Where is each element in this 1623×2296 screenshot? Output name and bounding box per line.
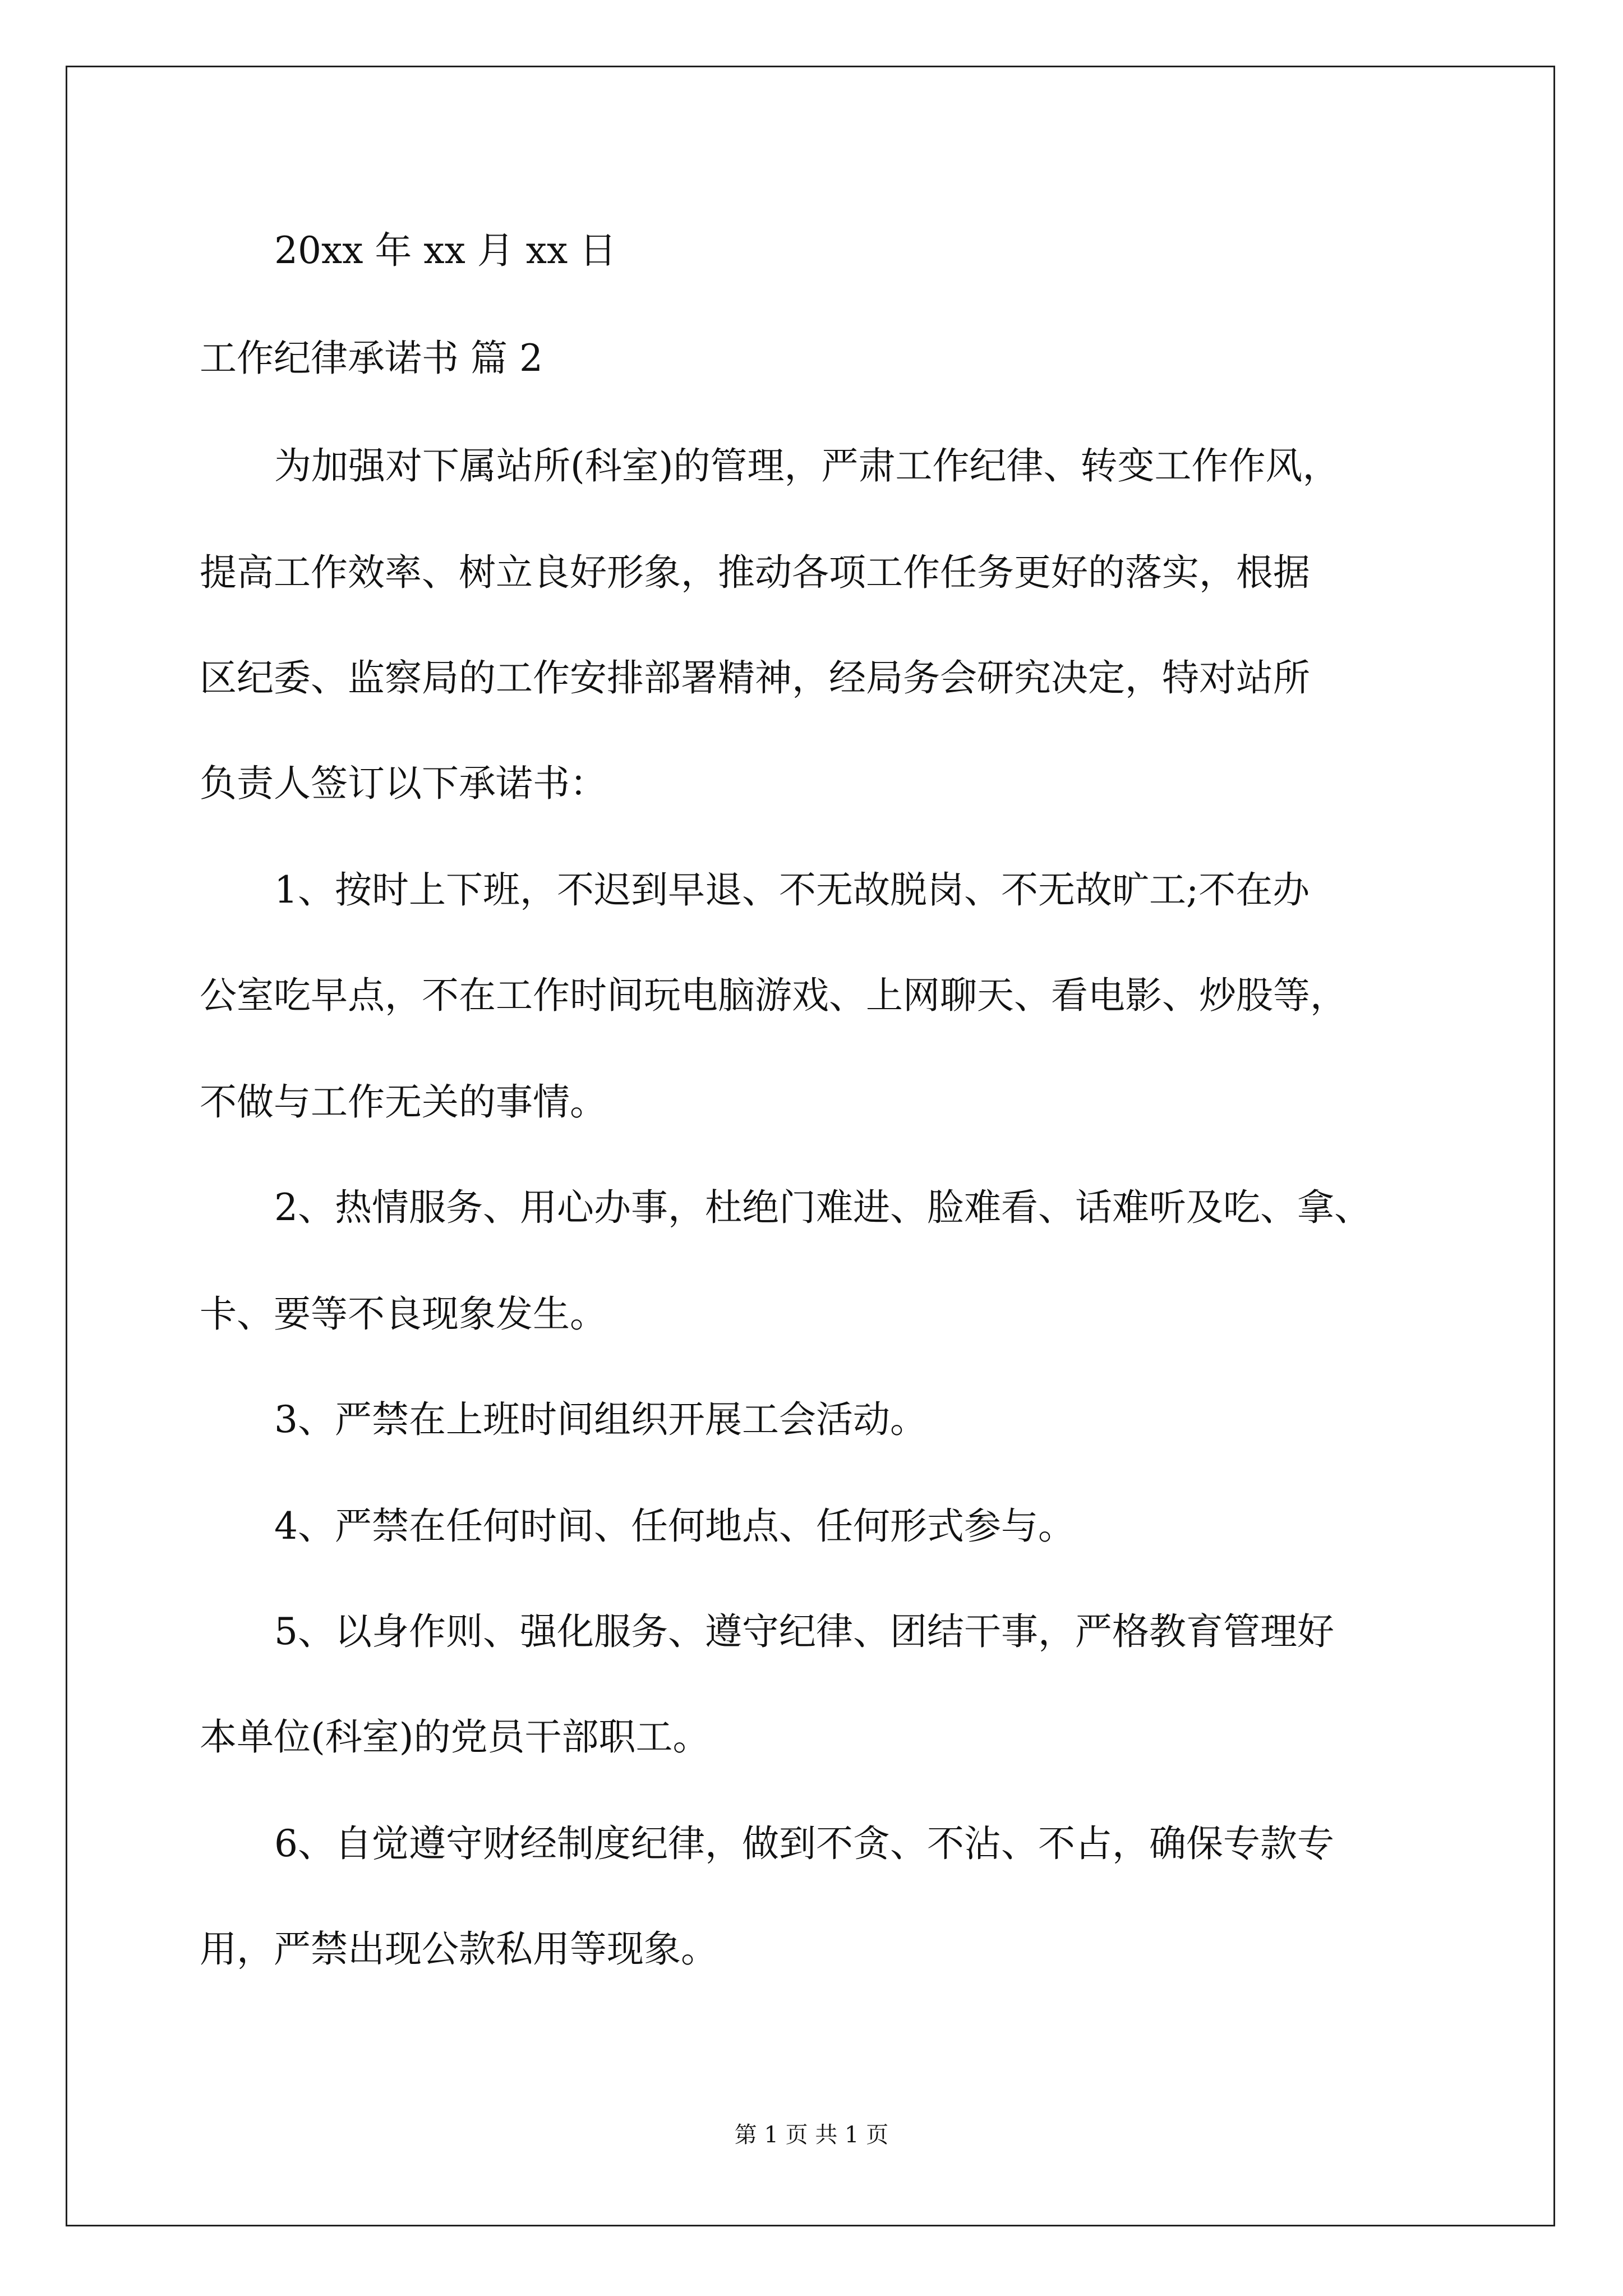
item-3-line-1: 3、严禁在上班时间组织开展工会活动。	[274, 1398, 927, 1441]
intro-line-2: 提高工作效率、树立良好形象，推动各项工作任务更好的落实，根据	[200, 551, 1310, 594]
item-5-line-2: 本单位(科室)的党员干部职工。	[200, 1715, 710, 1759]
item-2-line-1: 2、热情服务、用心办事，杜绝门难进、脸难看、话难听及吃、拿、	[274, 1186, 1371, 1229]
item-6-line-1: 6、自觉遵守财经制度纪律，做到不贪、不沾、不占，确保专款专	[274, 1822, 1334, 1865]
section-title: 工作纪律承诺书 篇 2	[200, 337, 543, 380]
intro-line-3: 区纪委、监察局的工作安排部署精神，经局务会研究决定，特对站所	[200, 656, 1310, 700]
item-1-line-1: 1、按时上下班，不迟到早退、不无故脱岗、不无故旷工;不在办	[274, 868, 1310, 912]
intro-line-4: 负责人签订以下承诺书：	[200, 762, 607, 805]
page-footer: 第 1 页 共 1 页	[734, 2122, 889, 2148]
item-2-line-2: 卡、要等不良现象发生。	[200, 1292, 607, 1336]
intro-line-1: 为加强对下属站所(科室)的管理，严肃工作纪律、转变工作作风，	[274, 444, 1340, 487]
item-4-line-1: 4、严禁在任何时间、任何地点、任何形式参与。	[274, 1504, 1075, 1548]
page-border	[66, 66, 1555, 2226]
item-5-line-1: 5、以身作则、强化服务、遵守纪律、团结干事，严格教育管理好	[274, 1610, 1334, 1653]
item-1-line-3: 不做与工作无关的事情。	[200, 1080, 607, 1124]
item-1-line-2: 公室吃早点，不在工作时间玩电脑游戏、上网聊天、看电影、炒股等，	[200, 974, 1347, 1017]
item-6-line-2: 用，严禁出现公款私用等现象。	[200, 1927, 718, 1971]
date-line: 20xx 年 xx 月 xx 日	[274, 229, 617, 272]
